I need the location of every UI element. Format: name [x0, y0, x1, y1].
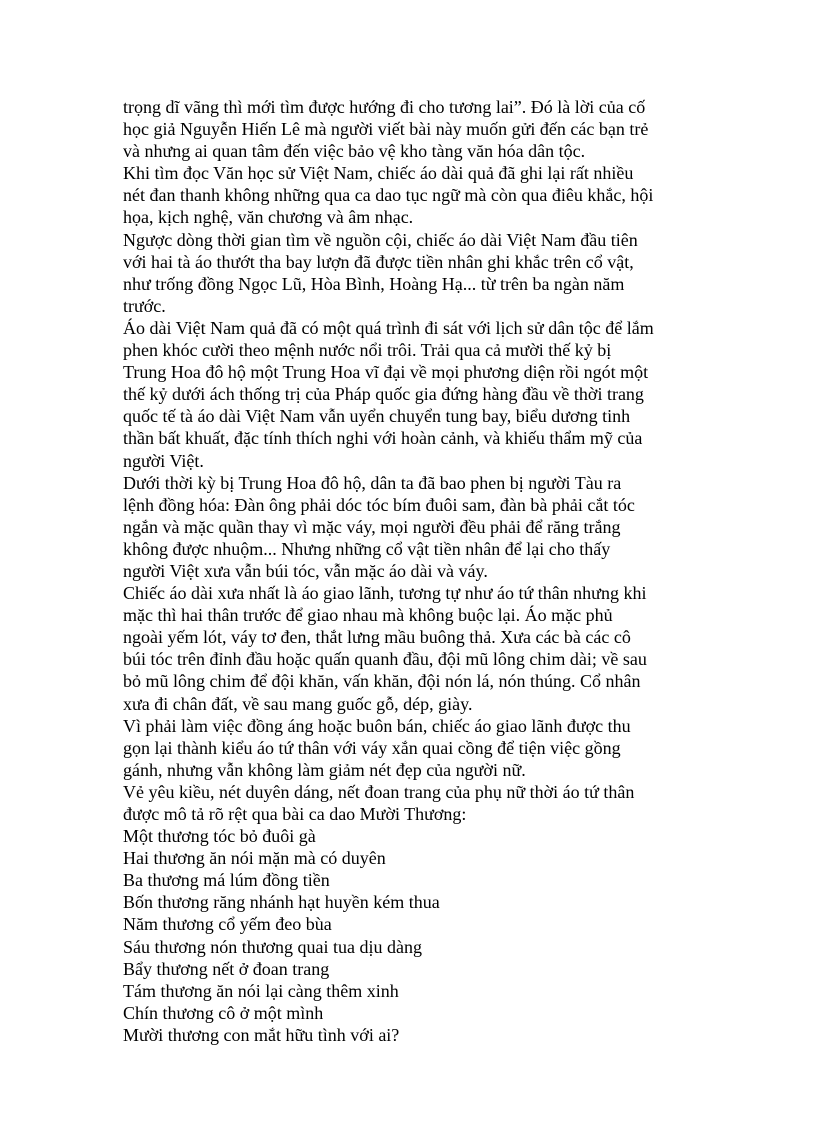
text-line: xưa đi chân đất, về sau mang guốc gỗ, dép, giày.: [123, 693, 473, 714]
text-line: trước.: [123, 295, 166, 316]
poem-line: Năm thương cổ yếm đeo bùa: [123, 914, 332, 935]
text-line: mặc thì hai thân trước để giao nhau mà không buộc lại. Áo mặc phủ: [123, 605, 613, 626]
poem-line: Bốn thương răng nhánh hạt huyền kém thua: [123, 892, 440, 913]
poem-line: Tám thương ăn nói lại càng thêm xinh: [123, 980, 399, 1001]
text-line: và nhưng ai quan tâm đến việc bảo vệ kho tàng văn hóa dân tộc.: [123, 141, 586, 162]
text-line: ngoài yếm lót, váy tơ đen, thắt lưng mầu buông thả. Xưa các bà các cô: [123, 627, 631, 648]
text-line: thần bất khuất, đặc tính thích nghi với hoàn cảnh, và khiếu thẩm mỹ của: [123, 428, 643, 449]
text-line: người Việt xưa vẫn búi tóc, vẫn mặc áo dài và váy.: [123, 560, 488, 581]
text-line: Khi tìm đọc Văn học sử Việt Nam, chiếc áo dài quả đã ghi lại rất nhiều: [123, 163, 634, 184]
text-line: học giả Nguyễn Hiến Lê mà người viết bài này muốn gửi đến các bạn trẻ: [123, 119, 649, 140]
text-line: Trung Hoa đô hộ một Trung Hoa vĩ đại về mọi phương diện rồi ngót một: [123, 362, 649, 383]
poem-line: Bẩy thương nết ở đoan trang: [123, 958, 330, 979]
text-line: quốc tế tà áo dài Việt Nam vẫn uyển chuyển tung bay, biểu dương tinh: [123, 406, 631, 427]
poem-line: Mười thương con mắt hữu tình với ai?: [123, 1024, 400, 1045]
text-line: lệnh đồng hóa: Đàn ông phải dóc tóc bím đuôi sam, đàn bà phải cắt tóc: [123, 494, 635, 515]
text-line: thế kỷ dưới ách thống trị của Pháp quốc gia đứng hàng đầu về thời trang: [123, 384, 644, 405]
text-line: Vì phải làm việc đồng áng hoặc buôn bán, chiếc áo giao lãnh được thu: [123, 715, 631, 736]
text-line: không được nhuộm... Nhưng những cổ vật tiền nhân để lại cho thấy: [123, 538, 611, 559]
poem-line: Hai thương ăn nói mặn mà có duyên: [123, 848, 386, 869]
text-line: người Việt.: [123, 450, 204, 471]
text-line: bỏ mũ lông chim để đội khăn, vấn khăn, đội nón lá, nón thúng. Cổ nhân: [123, 671, 641, 692]
text-line: họa, kịch nghệ, văn chương và âm nhạc.: [123, 207, 414, 228]
text-line: phen khóc cười theo mệnh nước nổi trôi. Trải qua cả mười thế kỷ bị: [123, 340, 612, 361]
poem-line: Ba thương má lúm đồng tiền: [123, 870, 330, 891]
text-line: Vẻ yêu kiều, nét duyên dáng, nết đoan trang của phụ nữ thời áo tứ thân: [123, 781, 635, 802]
text-line: Ngược dòng thời gian tìm về nguồn cội, chiếc áo dài Việt Nam đầu tiên: [123, 229, 638, 250]
text-line: búi tóc trên đỉnh đầu hoặc quấn quanh đầu, đội mũ lông chim dài; về sau: [123, 649, 647, 670]
poem-line: Sáu thương nón thương quai tua dịu dàng: [123, 936, 423, 957]
text-line: nét đan thanh không những qua ca dao tục ngữ mà còn qua điêu khắc, hội: [123, 185, 654, 206]
text-line: gọn lại thành kiểu áo tứ thân với váy xắn quai cồng để tiện việc gồng: [123, 737, 621, 758]
poem-line: Chín thương cô ở một mình: [123, 1002, 324, 1023]
document-page: [123, 96, 723, 1046]
text-line: trọng dĩ vãng thì mới tìm được hướng đi cho tương lai”. Đó là lời của cố: [123, 97, 646, 117]
text-line: như trống đồng Ngọc Lũ, Hòa Bình, Hoàng Hạ... từ trên ba ngàn năm: [123, 273, 625, 294]
poem-line: Một thương tóc bỏ đuôi gà: [123, 826, 316, 847]
text-line: được mô tả rõ rệt qua bài ca dao Mười Thương:: [123, 804, 467, 824]
text-line: ngắn và mặc quần thay vì mặc váy, mọi người đều phải để răng trắng: [123, 516, 621, 537]
text-line: Dưới thời kỳ bị Trung Hoa đô hộ, dân ta đã bao phen bị người Tàu ra: [123, 472, 622, 493]
text-line: gánh, nhưng vẫn không làm giảm nét đẹp của người nữ.: [123, 759, 526, 780]
text-line: với hai tà áo thướt tha bay lượn đã được tiền nhân ghi khắc trên cổ vật,: [123, 251, 634, 272]
text-line: Áo dài Việt Nam quả đã có một quá trình đi sát với lịch sử dân tộc để lắm: [123, 317, 654, 338]
text-line: Chiếc áo dài xưa nhất là áo giao lãnh, tương tự như áo tứ thân nhưng khi: [123, 583, 647, 604]
